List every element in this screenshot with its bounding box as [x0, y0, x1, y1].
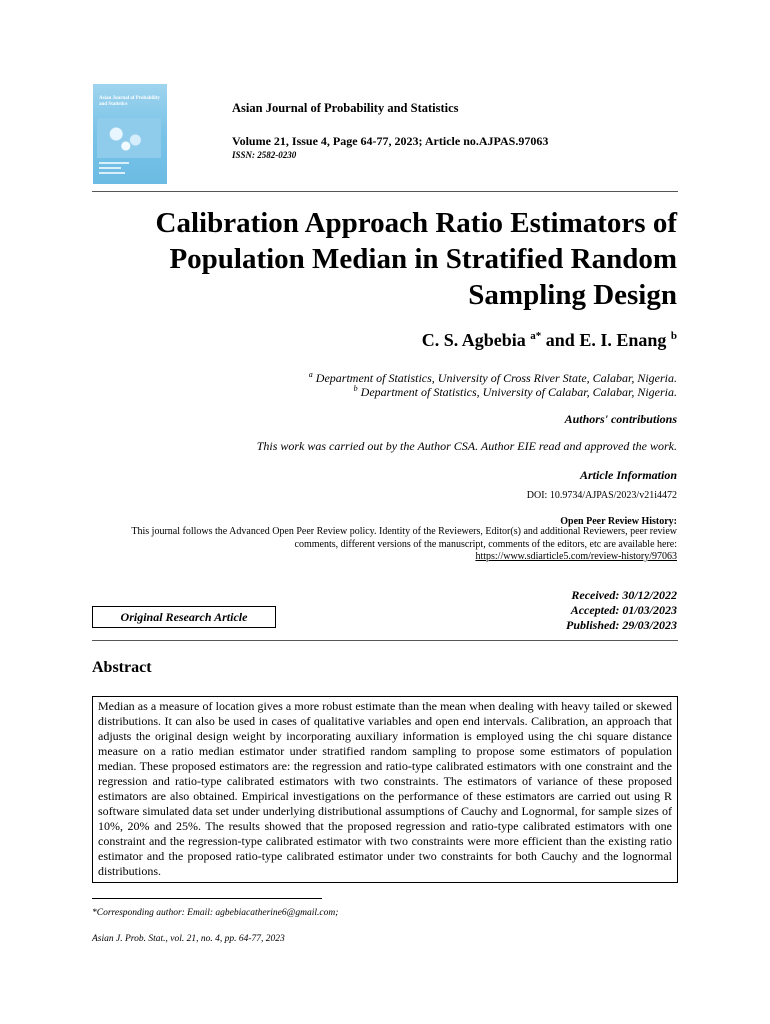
author-name: C. S. Agbebia [421, 330, 526, 350]
journal-name: Asian Journal of Probability and Statistics [232, 101, 459, 115]
article-dates [420, 588, 677, 633]
affiliation-text: Department of Statistics, University of Cross River State, Calabar, Nigeria. [312, 371, 677, 385]
author-affiliation-marker: a* [530, 330, 542, 342]
abstract-text: Median as a measure of location gives a more robust estimate than the mean when dealing with heavy tailed or skewed distributions. It can also be used in cases of qualitative variables and open end intervals. Calibration, an approach that adjusts the original design weight by incorporating auxiliary information is employed using the chi square distance measure on a ratio median estimator under stratified random sampling to propose some estimators of population median. These proposed estimators are: the regression and ratio-type calibrated estimators with one constraint and the regression and ratio-type calibrated estimators with two constraints. The estimators of variance of these proposed estimators are also obtained. Empirical investigations on the performance of these estimators are carried out using R software simulated data set under underlying distributional assumptions of Cauchy and Lognormal, for sample sizes of 10%, 20% and 25%. The results showed that the proposed regression and ratio-type calibrated estimators with one constraint and the regression-type calibrated estimator with two constraints were more efficient than the existing ratio estimator and the proposed ratio-type calibrated estimator under two constraints for both Cauchy and the lognormal distributions. [92, 696, 678, 883]
author-name: E. I. Enang [579, 330, 667, 350]
cover-graphic [97, 118, 161, 158]
received-date: Received: 30/12/2022 [571, 588, 677, 602]
issn: ISSN: 2582-0230 [232, 150, 297, 160]
volume-info: Volume 21, Issue 4, Page 64-77, 2023; Article no.AJPAS.97063 [232, 134, 549, 148]
cover-line [99, 172, 125, 174]
affiliation [92, 384, 677, 400]
published-date: Published: 29/03/2023 [565, 618, 677, 632]
paper-title [92, 205, 677, 313]
cover-line [99, 162, 129, 164]
affiliation-text: Department of Statistics, University of Calabar, Calabar, Nigeria. [357, 385, 677, 399]
title-line: Calibration Approach Ratio Estimators of [155, 207, 677, 239]
author-list [92, 330, 677, 351]
article-info-heading: Article Information [579, 468, 677, 482]
author-connector: and [541, 330, 580, 350]
contributions-text: This work was carried out by the Author CSA. Author EIE read and approved the work. [256, 439, 677, 453]
affiliation-marker: b [353, 384, 358, 393]
title-line: Sampling Design [468, 279, 677, 311]
accepted-date: Accepted: 01/03/2023 [570, 603, 677, 617]
peer-review-text [92, 526, 677, 564]
header-divider [92, 191, 678, 192]
cover-line [99, 167, 121, 169]
review-history-link[interactable]: https://www.sdiarticle5.com/review-history/97063 [475, 551, 677, 562]
author-affiliation-marker: b [670, 330, 677, 342]
contributions-heading: Authors' contributions [564, 412, 677, 426]
journal-cover-image [93, 84, 167, 184]
corresponding-author: *Corresponding author: Email: agbebiacatherine6@gmail.com; [92, 908, 339, 918]
affiliation-marker: a [308, 370, 313, 379]
citation-footer: Asian J. Prob. Stat., vol. 21, no. 4, pp. 64-77, 2023 [92, 934, 285, 944]
doi: DOI: 10.9734/AJPAS/2023/v21i4472 [526, 490, 677, 501]
abstract-heading: Abstract [92, 659, 152, 676]
title-line: Population Median in Stratified Random [169, 243, 677, 275]
section-divider [92, 640, 678, 641]
peer-review-line: This journal follows the Advanced Open Peer Review policy. Identity of the Reviewers, Editor(s) and additional Reviewers, peer review [131, 526, 677, 537]
cover-title: Asian Journal of Probability and Statistics [99, 96, 160, 107]
footnote-divider [92, 898, 322, 899]
article-type-badge: Original Research Article [92, 606, 276, 628]
peer-review-heading: Open Peer Review History: [560, 516, 677, 527]
peer-review-line: comments, different versions of the manuscript, comments of the editors, etc are available here: [294, 538, 677, 550]
